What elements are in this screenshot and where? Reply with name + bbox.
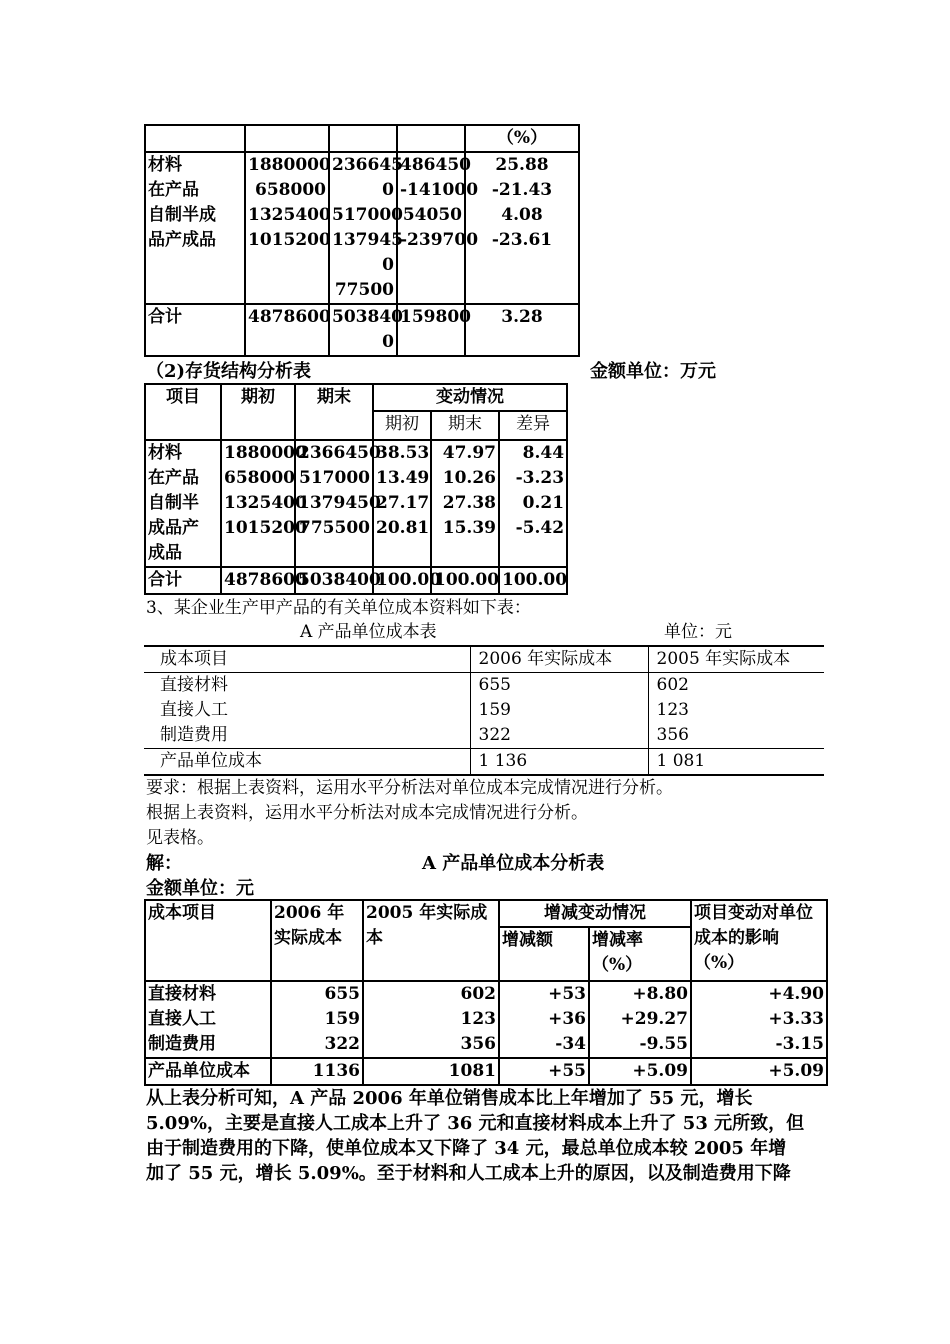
header-rate-label: 增减率 (592, 930, 643, 950)
value-cell: 1015200 (224, 518, 307, 538)
analysis-line: 由于制造费用的下降，使单位成本又下降了 34 元，最总单位成本较 2005 年增 (146, 1138, 787, 1159)
total-begin: 4878600 (221, 567, 295, 594)
pct-end-values (431, 440, 499, 567)
total-2006: 1136 (271, 1058, 363, 1085)
cost-2005: 602 (656, 675, 689, 695)
header-begin: 期初 (221, 384, 295, 440)
cost-item: 直接人工 (144, 698, 470, 723)
value-cell: 503840 (332, 307, 403, 327)
value-cell: 0.21 (522, 493, 565, 513)
value-cell: 4.08 (501, 205, 543, 225)
solution-title: A 产品单位成本分析表 (422, 853, 605, 874)
value-cell: 77500 (334, 280, 394, 300)
inventory-change-table (144, 124, 580, 357)
value-cell: 658000 (255, 180, 326, 200)
value-cell: 1379450 (298, 493, 381, 513)
item-label: 自制半 (148, 493, 199, 513)
value-cell: 517000 (299, 468, 370, 488)
value-cell: 356 (460, 1034, 496, 1054)
change-amount-values (397, 152, 479, 304)
cost-item: 直接材料 (148, 984, 216, 1004)
unit-cost-analysis-table (144, 899, 828, 1086)
table-title: A 产品单位成本表 (300, 622, 437, 642)
requirement-line: 要求：根据上表资料，运用水平分析法对单位成本完成情况进行分析。 (146, 778, 673, 798)
section-title: （2)存货结构分析表 (146, 361, 312, 382)
item-labels (145, 152, 245, 304)
value-cell: +4.90 (768, 984, 824, 1004)
header-2005: 2005 年实际成本 (648, 646, 824, 673)
total-impact: +5.09 (691, 1058, 827, 1085)
question-intro: 3、某企业生产甲产品的有关单位成本资料如下表： (146, 598, 531, 618)
total-change: 159800 (397, 304, 465, 356)
cost-2005: 123 (656, 700, 689, 720)
value-cell: 1325400 (248, 205, 331, 225)
total-amount: +55 (499, 1058, 589, 1085)
value-cell: 517000 (332, 205, 403, 225)
value-cell: +29.27 (620, 1009, 688, 1029)
total-label: 合计 (145, 567, 221, 594)
item-label: 材料 (148, 443, 182, 463)
value-cell: +36 (548, 1009, 586, 1029)
solution-label: 解： (146, 853, 182, 874)
value-cell: 13.49 (376, 468, 430, 488)
value-cell: 137945 (332, 230, 403, 250)
value-cell: 658000 (224, 468, 295, 488)
unit-cost-table (144, 645, 824, 776)
item-label: 在产品 (148, 468, 199, 488)
item-label: 材料 (148, 155, 182, 175)
value-cell: -9.55 (639, 1034, 688, 1054)
item-label: 成品 (148, 543, 182, 563)
item-label: 自制半成 (148, 205, 216, 225)
cost-2006: 159 (470, 698, 648, 723)
total-2005: 1081 (363, 1058, 499, 1085)
cost-item: 制造费用 (148, 1034, 216, 1054)
value-cell: 54050 (402, 205, 462, 225)
value-cell: 486450 (400, 155, 471, 175)
amount-values (499, 981, 589, 1058)
header-2005: 2005 年实际成本 (363, 900, 499, 981)
value-cell: -34 (555, 1034, 586, 1054)
analysis-line: 5.09%，主要是直接人工成本上升了 36 元和直接材料成本上升了 53 元所致，但 (146, 1113, 805, 1134)
value-cell: 25.88 (495, 155, 549, 175)
value-cell: 0 (382, 332, 394, 352)
header-change: 变动情况 (373, 384, 567, 411)
header-sub-end: 期末 (431, 411, 499, 440)
header-cell-empty (245, 125, 329, 152)
cost-2005-values (363, 981, 499, 1058)
header-change: 增减变动情况 (499, 900, 691, 927)
cost-2006: 322 (470, 723, 648, 749)
value-cell: 0 (382, 255, 394, 275)
cost-items (145, 981, 271, 1058)
value-cell: -3.23 (515, 468, 565, 488)
header-end: 期末 (295, 384, 373, 440)
value-cell: 123 (460, 1009, 496, 1029)
pct-begin-values (373, 440, 431, 567)
header-cell-empty (329, 125, 397, 152)
value-cell: +53 (548, 984, 586, 1004)
total-pct-begin: 100.00 (373, 567, 431, 594)
value-cell: -5.42 (515, 518, 565, 538)
value-cell: -23.61 (491, 230, 553, 250)
amount-unit: 金额单位：万元 (590, 361, 716, 382)
value-cell: 1015200 (248, 230, 331, 250)
value-cell: 602 (460, 984, 496, 1004)
header-cost-item: 成本项目 (145, 900, 271, 981)
end-values (329, 152, 403, 304)
end-values (295, 440, 381, 567)
cost-item: 直接材料 (144, 673, 470, 699)
item-label: 品产成品 (148, 230, 216, 250)
value-cell: -239700 (400, 230, 479, 250)
total-2006: 1 136 (470, 749, 648, 776)
inventory-structure-table (144, 383, 568, 595)
header-cost-item: 成本项目 (144, 646, 470, 673)
value-cell: 20.81 (376, 518, 430, 538)
header-impact-unit: （%） (694, 953, 745, 973)
value-cell: 1880000 (248, 155, 331, 175)
begin-values (245, 152, 329, 304)
header-impact-label: 项目变动对单位成本的影响 (694, 903, 813, 948)
value-cell: 775500 (299, 518, 370, 538)
solution-unit: 金额单位：元 (146, 878, 254, 899)
value-cell: 15.39 (442, 518, 496, 538)
value-cell: 2366450 (298, 443, 381, 463)
total-2005: 1 081 (648, 749, 824, 776)
header-2006: 2006 年实际成本 (271, 900, 363, 981)
value-cell: 322 (324, 1034, 360, 1054)
analysis-paragraph (146, 1086, 826, 1186)
value-cell: 27.17 (376, 493, 430, 513)
header-rate (589, 927, 691, 981)
value-cell: 236645 (332, 155, 403, 175)
header-item: 项目 (145, 384, 221, 440)
analysis-line: 加了 55 元，增长 5.09%。至于材料和人工成本上升的原因，以及制造费用下降 (146, 1163, 791, 1184)
requirement-line: 见表格。 (146, 828, 214, 848)
cost-2006: 655 (470, 673, 648, 699)
value-cell: 38.53 (376, 443, 430, 463)
value-cell: +3.33 (768, 1009, 824, 1029)
value-cell: 8.44 (522, 443, 565, 463)
header-diff: 差异 (499, 411, 567, 440)
item-label: 在产品 (148, 180, 199, 200)
header-amount: 增减额 (499, 927, 589, 981)
value-cell: -21.43 (491, 180, 553, 200)
value-cell: 10.26 (442, 468, 496, 488)
header-rate-unit: （%） (592, 955, 643, 975)
total-pct-end: 100.00 (431, 567, 499, 594)
diff-values (499, 440, 567, 567)
begin-values (221, 440, 307, 567)
total-label: 合计 (145, 304, 245, 356)
total-label: 产品单位成本 (144, 749, 470, 776)
value-cell: 0 (382, 180, 394, 200)
total-label: 产品单位成本 (145, 1058, 271, 1085)
total-end: 5038400 (295, 567, 373, 594)
rate-values (589, 981, 691, 1058)
header-percent-unit: （%） (465, 125, 579, 152)
value-cell: -141000 (400, 180, 479, 200)
value-cell: 1325400 (224, 493, 307, 513)
requirement-line: 根据上表资料，运用水平分析法对成本完成情况进行分析。 (146, 803, 588, 823)
value-cell: 159 (324, 1009, 360, 1029)
value-cell: 1880000 (224, 443, 307, 463)
total-rate: +5.09 (589, 1058, 691, 1085)
cost-2005: 356 (656, 725, 689, 745)
cost-item: 直接人工 (148, 1009, 216, 1029)
change-rate-values (465, 152, 579, 304)
value-cell: +8.80 (632, 984, 688, 1004)
header-cell-empty (145, 125, 245, 152)
item-label: 成品产 (148, 518, 199, 538)
header-cell-empty (397, 125, 465, 152)
item-labels (145, 440, 221, 567)
total-rate: 3.28 (465, 304, 579, 356)
value-cell: 47.97 (442, 443, 496, 463)
analysis-line: 从上表分析可知，A 产品 2006 年单位销售成本比上年增加了 55 元，增长 (146, 1088, 753, 1109)
cost-2006-values (271, 981, 363, 1058)
impact-values (691, 981, 827, 1058)
header-2006: 2006 年实际成本 (470, 646, 648, 673)
total-diff: 100.00 (499, 567, 567, 594)
table-unit: 单位：元 (664, 622, 732, 642)
value-cell: 27.38 (442, 493, 496, 513)
total-begin: 4878600 (245, 304, 329, 356)
total-end (329, 304, 403, 356)
value-cell: 655 (324, 984, 360, 1004)
header-impact (691, 900, 827, 981)
value-cell: -3.15 (775, 1034, 824, 1054)
header-sub-begin: 期初 (373, 411, 431, 440)
cost-item: 制造费用 (144, 723, 470, 749)
